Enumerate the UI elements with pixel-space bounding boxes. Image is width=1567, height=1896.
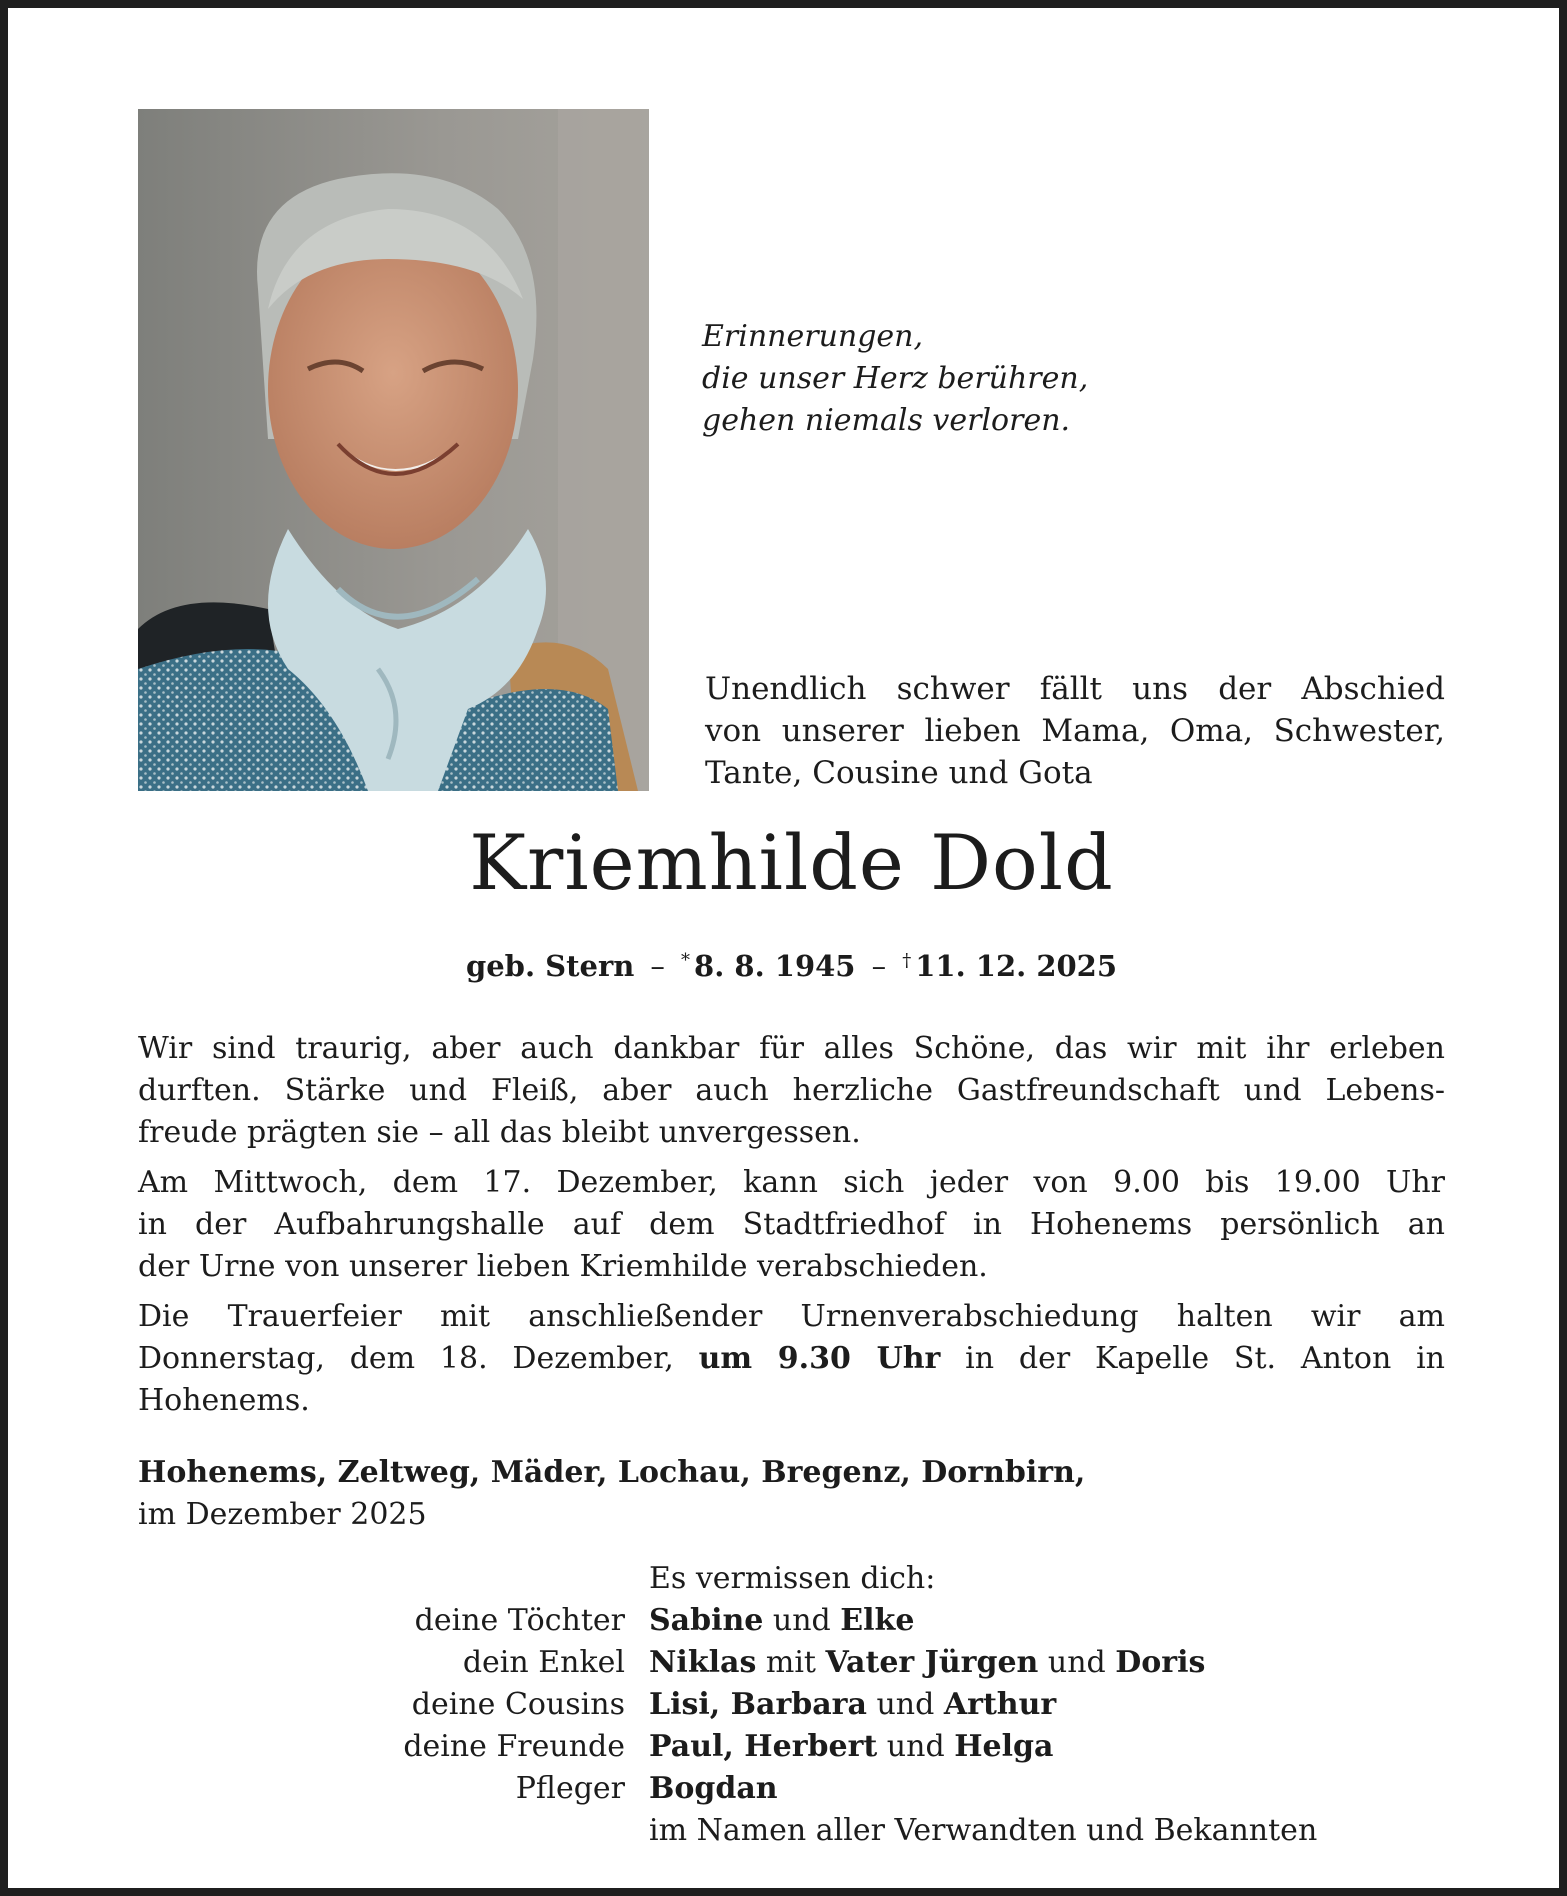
obituary-body bbox=[138, 1028, 1445, 1430]
paragraph-ceremony bbox=[138, 1296, 1445, 1422]
mourner-row bbox=[308, 1684, 1458, 1726]
text-line: in der Aufbahrungshalle auf dem Stadtfriedhof in Hohenems persönlich an bbox=[138, 1207, 1445, 1242]
mourner-names bbox=[649, 1600, 1458, 1642]
mourner-relation: dein Enkel bbox=[462, 1645, 625, 1680]
mourner-name: Bogdan bbox=[649, 1771, 778, 1806]
mourner-name: Elke bbox=[840, 1603, 915, 1638]
mourner-row bbox=[308, 1768, 1458, 1810]
intro-line: Tante, Cousine und Gota bbox=[705, 755, 1093, 791]
ceremony-date: Donnerstag, dem 18. Dezember, bbox=[138, 1341, 674, 1376]
mourner-name: Doris bbox=[1115, 1645, 1206, 1680]
quote-line: Erinnerungen, bbox=[702, 319, 924, 354]
issue-month: im Dezember 2025 bbox=[138, 1497, 427, 1532]
text-line bbox=[138, 1338, 1445, 1380]
life-dates bbox=[138, 946, 1445, 986]
text-line: durften. Stärke und Fleiß, aber auch herzliche Gastfreundschaft und Lebens- bbox=[138, 1073, 1445, 1108]
mourner-connector: und bbox=[1038, 1645, 1116, 1680]
text-line: Am Mittwoch, dem 17. Dezember, kann sich jeder von 9.00 bis 19.00 Uhr bbox=[138, 1165, 1445, 1200]
mourner-names bbox=[649, 1726, 1458, 1768]
mourners-closing-row bbox=[308, 1810, 1458, 1852]
mourner-relation: deine Töchter bbox=[414, 1603, 625, 1638]
ceremony-time: um 9.30 Uhr bbox=[698, 1341, 941, 1376]
mourner-names bbox=[649, 1768, 1458, 1810]
mourner-name: Paul, Herbert bbox=[649, 1729, 878, 1764]
paragraph-gratitude bbox=[138, 1028, 1445, 1154]
mourner-name: Niklas bbox=[649, 1645, 757, 1680]
portrait-photo bbox=[138, 109, 649, 791]
mourner-names bbox=[649, 1684, 1458, 1726]
ceremony-location: in der Kapelle St. Anton in bbox=[965, 1341, 1445, 1376]
intro-line: von unserer lieben Mama, Oma, Schwester, bbox=[705, 713, 1445, 749]
mourner-connector: und bbox=[877, 1729, 955, 1764]
mourner-connector: und bbox=[866, 1687, 944, 1722]
text-line: freude prägten sie – all das bleibt unvergessen. bbox=[138, 1115, 861, 1150]
death-date: 11. 12. 2025 bbox=[915, 949, 1118, 983]
maiden-name: geb. Stern bbox=[465, 949, 635, 983]
mourner-name: Arthur bbox=[943, 1687, 1057, 1722]
mourner-relation: deine Cousins bbox=[411, 1687, 625, 1722]
deceased-name: Kriemhilde Dold bbox=[469, 818, 1114, 907]
mourner-relation: deine Freunde bbox=[403, 1729, 625, 1764]
text-line: Die Trauerfeier mit anschließender Urnenverabschiedung halten wir am bbox=[138, 1299, 1445, 1334]
mourner-connector: mit bbox=[756, 1645, 826, 1680]
mourner-connector: und bbox=[763, 1603, 841, 1638]
dash-separator: – bbox=[650, 949, 665, 983]
mourner-row bbox=[308, 1600, 1458, 1642]
mourner-row bbox=[308, 1642, 1458, 1684]
intro-line: Unendlich schwer fällt uns der Abschied bbox=[705, 671, 1445, 707]
mourner-relation: Pfleger bbox=[515, 1771, 625, 1806]
mourner-row bbox=[308, 1726, 1458, 1768]
mourner-names bbox=[649, 1642, 1458, 1684]
mourner-name: Vater Jürgen bbox=[825, 1645, 1039, 1680]
paragraph-viewing bbox=[138, 1162, 1445, 1288]
mourners-list bbox=[308, 1558, 1458, 1852]
mourners-heading: Es vermissen dich: bbox=[649, 1561, 936, 1596]
text-line: Wir sind traurig, aber auch dankbar für alles Schöne, das wir mit ihr erleben bbox=[138, 1031, 1445, 1066]
text-line: Hohenems. bbox=[138, 1383, 310, 1418]
place-and-date bbox=[138, 1452, 1445, 1536]
mourners-heading-row bbox=[308, 1558, 1458, 1600]
death-symbol: † bbox=[902, 950, 912, 971]
quote-line: die unser Herz berühren, bbox=[702, 361, 1089, 396]
farewell-intro bbox=[705, 668, 1445, 794]
dash-separator: – bbox=[871, 949, 887, 983]
mourner-name: Sabine bbox=[649, 1603, 764, 1638]
memorial-quote bbox=[702, 316, 1302, 442]
birth-symbol: * bbox=[681, 950, 691, 971]
text-line: der Urne von unserer lieben Kriemhilde verabschieden. bbox=[138, 1249, 988, 1284]
birth-date: 8. 8. 1945 bbox=[694, 949, 856, 983]
mourner-name: Lisi, Barbara bbox=[649, 1687, 867, 1722]
towns-list: Hohenems, Zeltweg, Mäder, Lochau, Bregenz, Dornbirn, bbox=[138, 1455, 1086, 1490]
mourners-closing: im Namen aller Verwandten und Bekannten bbox=[649, 1813, 1318, 1848]
mourner-name: Helga bbox=[954, 1729, 1054, 1764]
quote-line: gehen niemals verloren. bbox=[702, 403, 1071, 438]
